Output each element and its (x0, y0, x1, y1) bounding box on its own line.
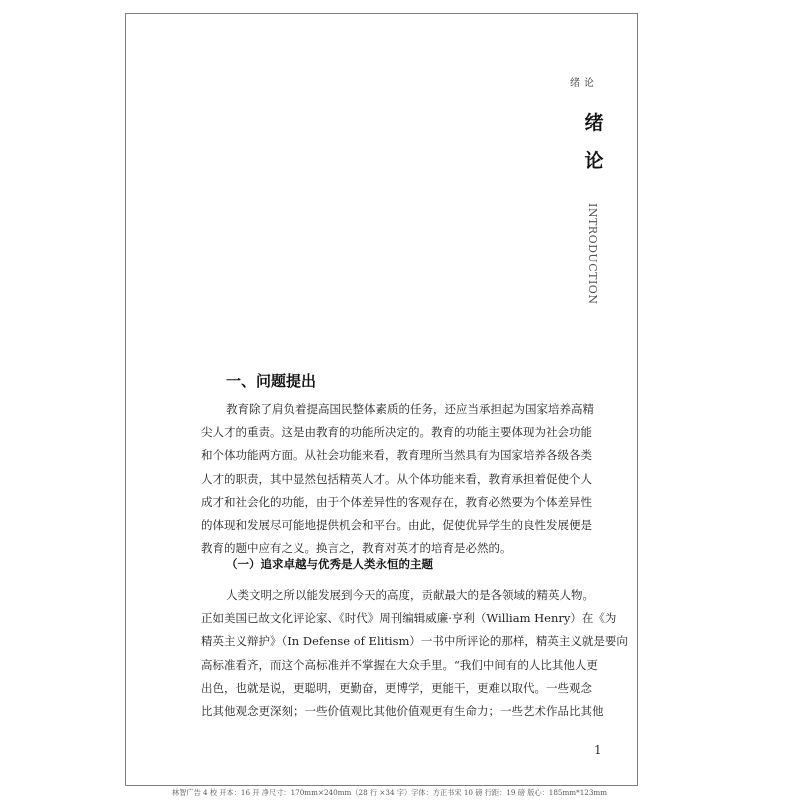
paragraph-line: 教育的题中应有之义。换言之，教育对英才的培育是必然的。 (201, 541, 512, 556)
paragraph-line: 成才和社会化的功能，由于个体差异性的客观存在，教育必然要为个体差异性 (201, 494, 592, 509)
paragraph-line: 人类文明之所以能发展到今天的高度，贡献最大的是各领域的精英人物。 (226, 588, 594, 602)
subsection-heading: （一）追求卓越与优秀是人类永恒的主题 (226, 557, 433, 571)
paragraph-line: 和个体功能两方面。从社会功能来看，教育理所当然具有为国家培养各级各类 (201, 448, 592, 463)
paragraph-line: 人才的职责，其中显然包括精英人才。从个体功能来看，教育承担着促使个人 (201, 471, 592, 486)
chapter-title-char-1: 绪 (584, 112, 604, 134)
paragraph-line: 教育除了肩负着提高国民整体素质的任务，还应当承担起为国家培养高精 (226, 402, 594, 416)
print-info-footer: 林智广告 4 校 开本：16 开 净尺寸：170mm×240mm（28 行 ×34 字）字体：方正书宋 10 磅 行距：19 磅 版心：185mm*123mm (172, 788, 608, 797)
paragraph-line: 出色，也就是说，更聪明，更勤奋，更博学，更能干，更难以取代。一些观念 (201, 680, 592, 695)
paragraph-line: 的体现和发展尽可能地提供机会和平台。由此，促使优异学生的良性发展便是 (201, 518, 592, 533)
section-heading: 一、问题提出 (226, 372, 317, 390)
chapter-subtitle: INTRODUCTION (586, 203, 599, 305)
paragraph-line: 精英主义辩护》（In Defense of Elitism）一书中所评论的那样，精英主义就是要向 (201, 634, 628, 649)
paragraph-line: 比其他观念更深刻；一些价值观比其他价值观更有生命力；一些艺术作品比其他 (201, 704, 604, 719)
paragraph-2 (201, 584, 628, 723)
paragraph-line: 正如美国已故文化评论家、《时代》周刊编辑威廉·亨利（William Henry）在《为 (201, 611, 617, 626)
chapter-title (582, 104, 606, 180)
page-number: 1 (594, 743, 602, 757)
paragraph-1 (201, 398, 605, 560)
chapter-title-char-2: 论 (584, 150, 604, 172)
running-header: 绪论 (570, 78, 598, 89)
paragraph-line: 尖人才的重责。这是由教育的功能所决定的。教育的功能主要体现为社会功能 (201, 425, 592, 440)
paragraph-line: 高标准看齐，而这个高标准并不掌握在大众手里。“我们中间有的人比其他人更 (201, 657, 598, 672)
